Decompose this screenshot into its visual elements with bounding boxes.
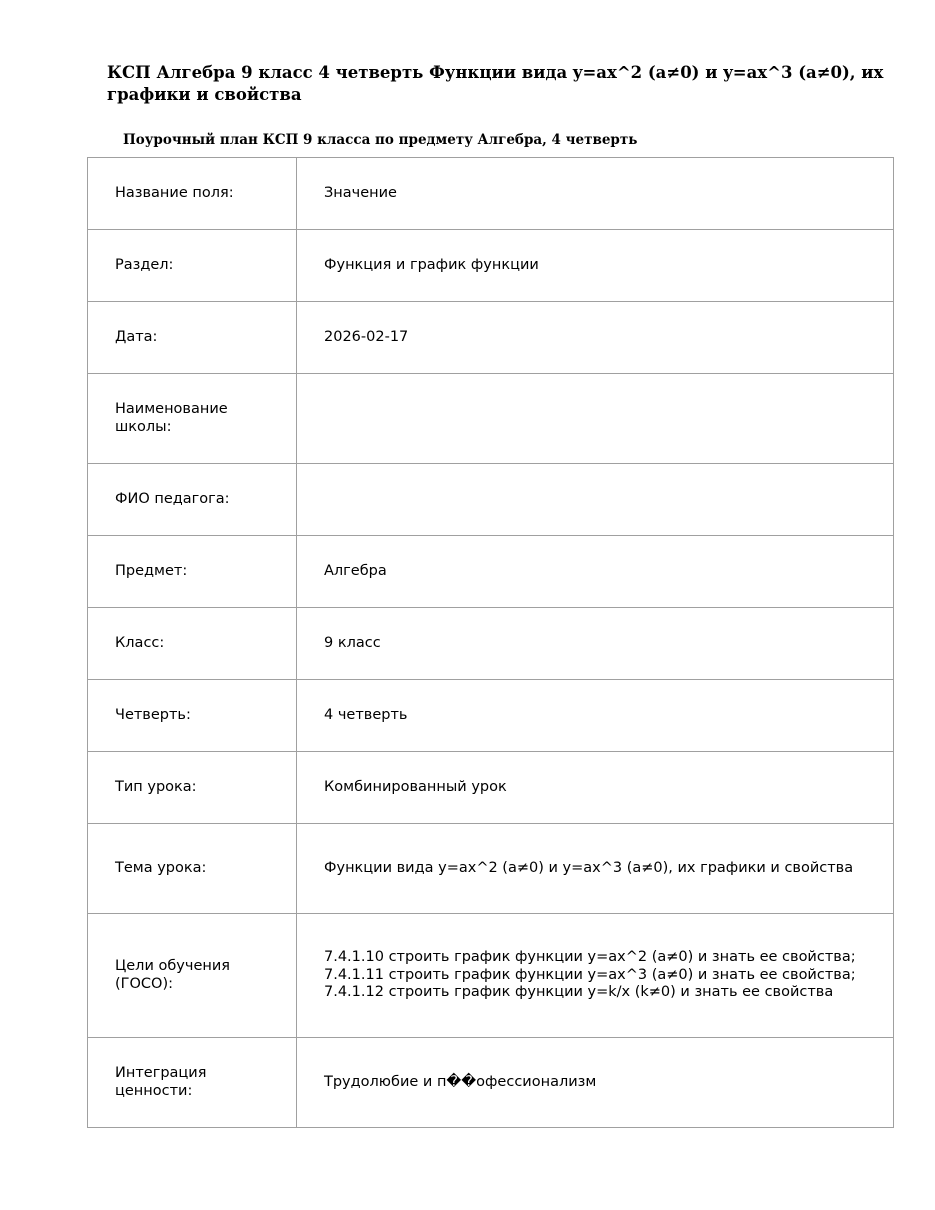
lesson-plan-table (87, 157, 894, 1128)
field-value: Функция и график функции (297, 230, 894, 302)
field-value: Значение (297, 158, 894, 230)
field-label: Интеграция ценности: (88, 1038, 297, 1128)
table-row (88, 374, 894, 464)
field-value: Комбинированный урок (297, 752, 894, 824)
field-label: Тема урока: (88, 824, 297, 914)
field-label: Цели обучения (ГОСО): (88, 914, 297, 1038)
table-row (88, 752, 894, 824)
field-label: ФИО педагога: (88, 464, 297, 536)
table-row (88, 230, 894, 302)
field-label: Дата: (88, 302, 297, 374)
field-value: 4 четверть (297, 680, 894, 752)
field-value: Функции вида y=ax^2 (a≠0) и y=ax^3 (a≠0), их графики и свойства (297, 824, 894, 914)
field-value: 2026-02-17 (297, 302, 894, 374)
field-label: Тип урока: (88, 752, 297, 824)
field-value: Трудолюбие и п��офессионализм (297, 1038, 894, 1128)
table-row (88, 464, 894, 536)
field-label: Название поля: (88, 158, 297, 230)
table-row (88, 536, 894, 608)
field-label: Раздел: (88, 230, 297, 302)
table-row (88, 1038, 894, 1128)
table-row (88, 302, 894, 374)
table-caption: Поурочный план КСП 9 класса по предмету Алгебра, 4 четверть (123, 132, 638, 148)
table-row (88, 608, 894, 680)
field-value (297, 464, 894, 536)
field-value: 7.4.1.10 строить график функции y=ax^2 (a≠0) и знать ее свойства; 7.4.1.11 строить график функции y=ax^3 (a≠0) и знать ее свойства; 7.4.1.12 строить график функции y=k/x (k≠0) и знать ее свойства (297, 914, 894, 1038)
table-row (88, 158, 894, 230)
field-value: 9 класс (297, 608, 894, 680)
document-title: КСП Алгебра 9 класс 4 четверть Функции вида y=ax^2 (a≠0) и y=ax^3 (a≠0), их графики и свойства (107, 63, 884, 104)
field-label: Предмет: (88, 536, 297, 608)
table-row (88, 914, 894, 1038)
field-label: Четверть: (88, 680, 297, 752)
table-row (88, 824, 894, 914)
field-label: Класс: (88, 608, 297, 680)
table-row (88, 680, 894, 752)
field-value: Алгебра (297, 536, 894, 608)
field-value (297, 374, 894, 464)
field-label: Наименование школы: (88, 374, 297, 464)
